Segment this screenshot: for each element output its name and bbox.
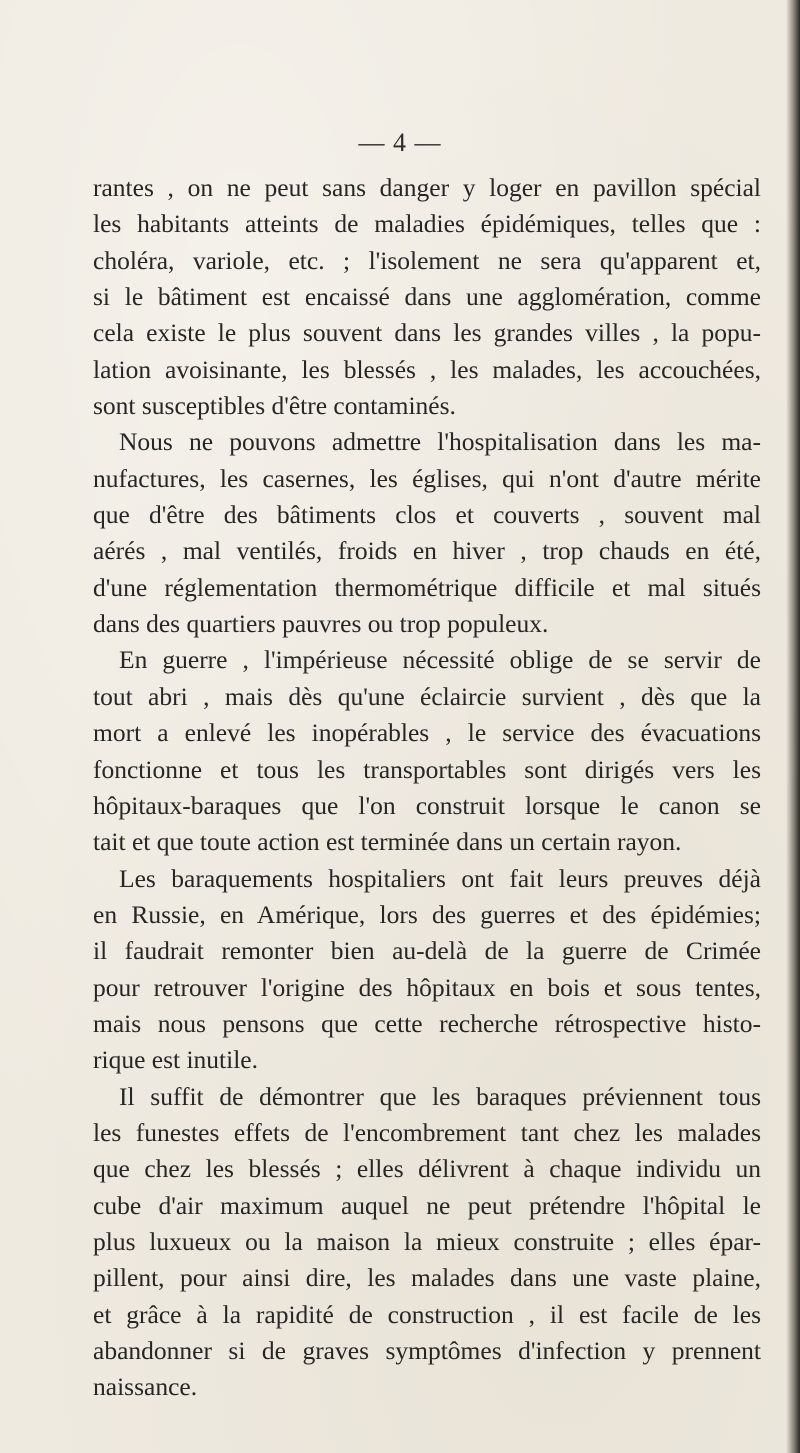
text-line: en Russie, en Amérique, lors des guerres et des épidémies; [93,899,761,929]
text-line: il faudrait remonter bien au-delà de la guerre de Crimée [93,936,761,966]
text-line: rique est inutile. [93,1045,259,1075]
text-line: sont susceptibles d'être contaminés. [93,391,456,421]
text-line: les funestes effets de l'encombrement tant chez les malades [93,1117,761,1147]
text-line: tout abri , mais dès qu'une éclaircie survient , dès que la [93,681,761,711]
text-line: aérés , mal ventilés, froids en hiver , trop chauds en été, [93,536,761,566]
page-number: — 4 — [358,128,442,157]
text-line: pillent, pour ainsi dire, les malades dans une vaste plaine, [93,1263,761,1293]
text-line: Nous ne pouvons admettre l'hospitalisation dans les ma- [119,427,761,457]
text-line: Les baraquements hospitaliers ont fait leurs preuves déjà [119,863,761,893]
text-line: hôpitaux-baraques que l'on construit lorsque le canon se [93,790,761,820]
text-line: et grâce à la rapidité de construction , il est facile de les [93,1299,761,1329]
text-line: que chez les blessés ; elles délivrent à chaque individu un [93,1154,761,1184]
text-line: plus luxueux ou la maison la mieux construite ; elles épar- [93,1226,761,1256]
text-line: abandonner si de graves symptômes d'infection y prennent [93,1336,761,1365]
text-line: d'une réglementation thermométrique difficile et mal situés [93,572,761,602]
text-line: nufactures, les casernes, les églises, qui n'ont d'autre mérite [93,463,761,493]
text-line: lation avoisinante, les blessés , les malades, les accouchées, [93,354,761,384]
text-line: dans des quartiers pauvres ou trop populeux. [93,609,549,639]
text-line: cube d'air maximum auquel ne peut prétendre l'hôpital le [93,1190,761,1220]
text-line: cela existe le plus souvent dans les grandes villes , la popu- [93,318,761,348]
text-line: que d'être des bâtiments clos et couverts , souvent mal [93,500,761,530]
text-line: pour retrouver l'origine des hôpitaux en bois et sous tentes, [93,972,761,1002]
text-line: tait et que toute action est terminée dans un certain rayon. [93,827,682,857]
body-text [93,170,761,1406]
text-line: fonctionne et tous les transportables sont dirigés vers les [93,754,761,784]
text-line: mais nous pensons que cette recherche rétrospective histo- [93,1008,761,1038]
text-line: mort a enlevé les inopérables , le service des évacuations [93,718,761,748]
text-line: naissance. [93,1372,198,1402]
text-line: si le bâtiment est encaissé dans une agglomération, comme [93,282,761,312]
text-line: choléra, variole, etc. ; l'isolement ne sera qu'apparent et, [93,245,761,275]
text-line: Il suffit de démontrer que les baraques préviennent tous [119,1081,761,1111]
text-line: En guerre , l'impérieuse nécessité oblige de se servir de [119,645,761,675]
text-line: les habitants atteints de maladies épidémiques, telles que : [93,209,761,239]
text-line: rantes , on ne peut sans danger y loger en pavillon spécial [93,173,761,202]
page-edge-shadow [786,0,800,1453]
